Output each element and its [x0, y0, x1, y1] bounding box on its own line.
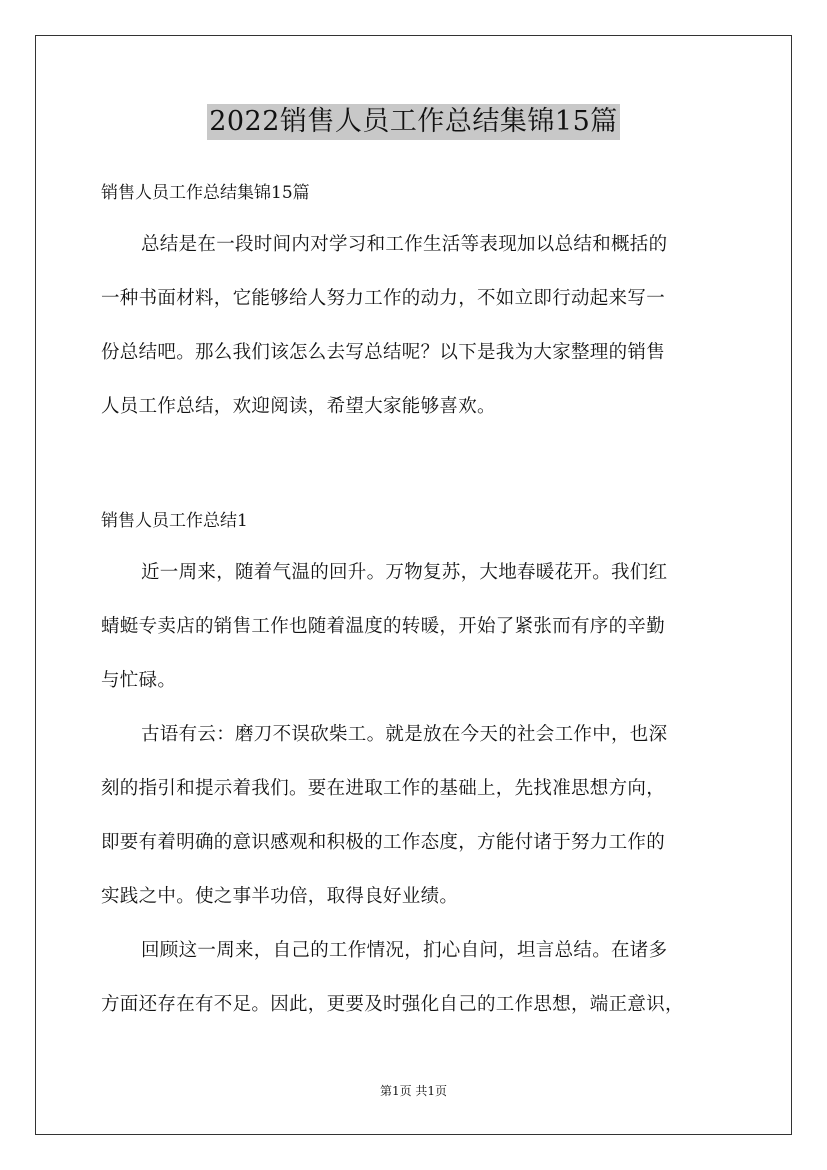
- paragraph-line: 刻的指引和提示着我们。要在进取工作的基础上，先找准思想方向，: [101, 778, 666, 799]
- paragraph-2: [101, 708, 741, 924]
- paragraph-3: [101, 924, 741, 1032]
- paragraph-line: 方面还存在有不足。因此，更要及时强化自己的工作思想，端正意识，: [101, 994, 684, 1015]
- paragraph-line: 回顾这一周来，自己的工作情况，扪心自问，坦言总结。在诸多: [141, 940, 668, 961]
- title-wrap: [0, 104, 827, 140]
- intro-line: 人员工作总结，欢迎阅读，希望大家能够喜欢。: [101, 396, 496, 417]
- document-subtitle: 销售人员工作总结集锦15篇: [101, 183, 310, 203]
- section-heading: 销售人员工作总结1: [101, 511, 248, 531]
- intro-paragraph: [101, 218, 741, 434]
- document-title: 2022销售人员工作总结集锦15篇: [207, 104, 620, 140]
- intro-line: 一种书面材料，它能够给人努力工作的动力，不如立即行动起来写一: [101, 288, 666, 309]
- intro-line: 总结是在一段时间内对学习和工作生活等表现加以总结和概括的: [141, 234, 668, 255]
- paragraph-line: 实践之中。使之事半功倍，取得良好业绩。: [101, 886, 459, 907]
- page-footer: 第1页 共1页: [379, 1084, 448, 1098]
- paragraph-line: 近一周来，随着气温的回升。万物复苏，大地春暖花开。我们红: [141, 562, 668, 583]
- paragraph-line: 与忙碌。: [101, 670, 177, 691]
- paragraph-line: 古语有云：磨刀不误砍柴工。就是放在今天的社会工作中，也深: [141, 724, 668, 745]
- intro-line: 份总结吧。那么我们该怎么去写总结呢？以下是我为大家整理的销售: [101, 342, 666, 363]
- paragraph-1: [101, 546, 741, 708]
- paragraph-line: 蜻蜓专卖店的销售工作也随着温度的转暖，开始了紧张而有序的辛勤: [101, 616, 666, 637]
- paragraph-line: 即要有着明确的意识感观和积极的工作态度，方能付诸于努力工作的: [101, 832, 666, 853]
